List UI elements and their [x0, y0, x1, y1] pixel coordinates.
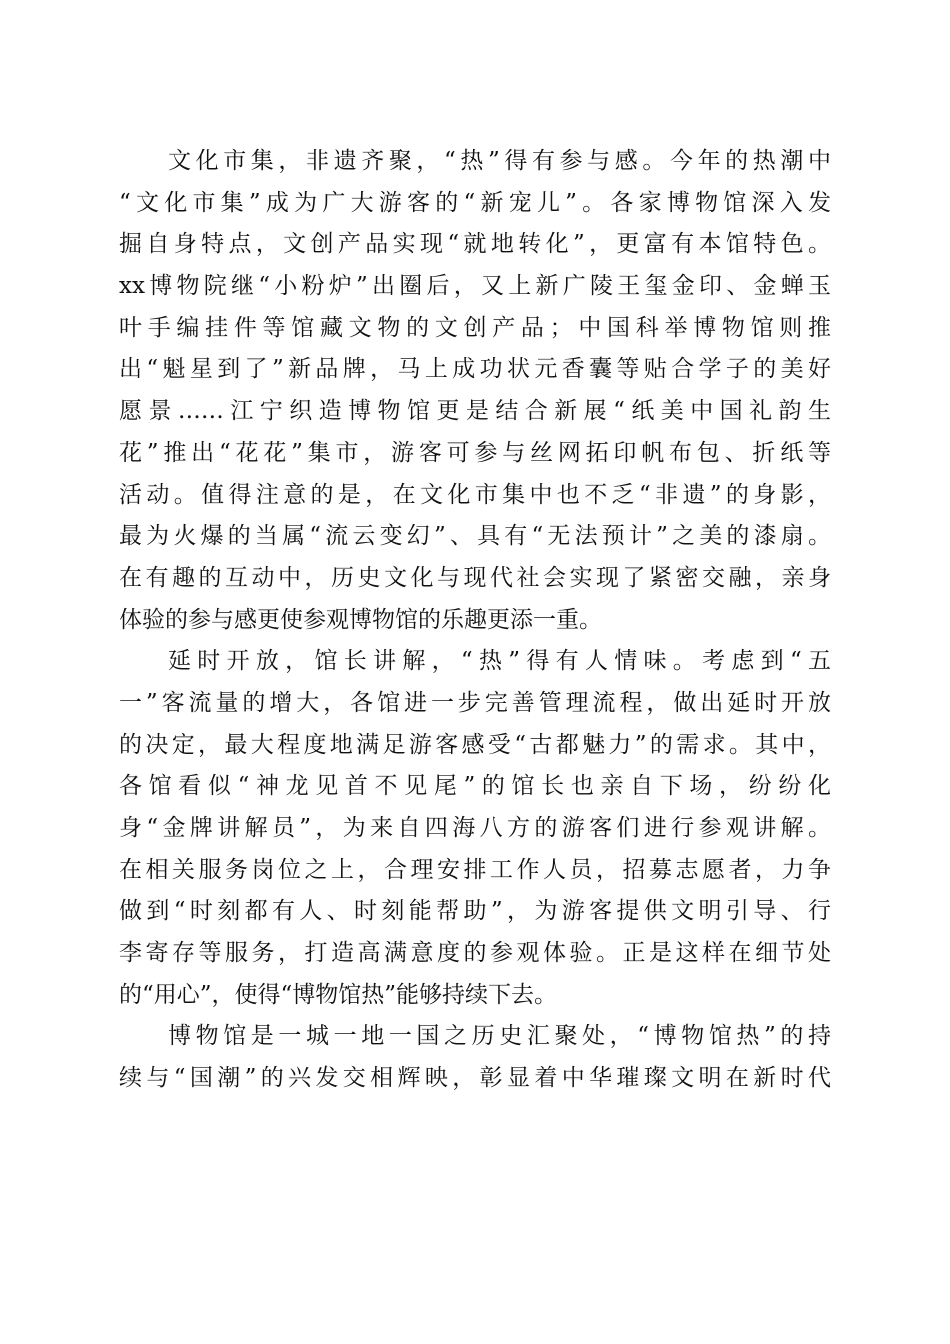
text-line: 的决定，最大程度地满足游客感受“古都魅力”的需求。其中， — [119, 731, 831, 758]
text-line: 做到“时刻都有人、时刻能帮助”，为游客提供文明引导、行 — [119, 898, 831, 925]
text-line: xx博物院继“小粉炉”出圈后，又上新广陵王玺金印、金蝉玉 — [119, 273, 831, 300]
text-line: 活动。值得注意的是，在文化市集中也不乏“非遗”的身影， — [119, 481, 831, 508]
text-line: 掘自身特点，文创产品实现“就地转化”，更富有本馆特色。 — [119, 231, 831, 258]
text-line: “文化市集”成为广大游客的“新宠儿”。各家博物馆深入发 — [119, 189, 831, 216]
text-line: 一”客流量的增大，各馆进一步完善管理流程，做出延时开放 — [119, 689, 831, 716]
text-line: 在有趣的互动中，历史文化与现代社会实现了紧密交融，亲身 — [119, 564, 831, 591]
text-line: 出“魁星到了”新品牌，马上成功状元香囊等贴合学子的美好 — [119, 356, 831, 383]
text-line: 李寄存等服务，打造高满意度的参观体验。正是这样在细节处 — [119, 940, 831, 967]
text-line: 续与“国潮”的兴发交相辉映，彰显着中华璀璨文明在新时代 — [119, 1065, 831, 1092]
text-line: 延时开放，馆长讲解，“热”得有人情味。考虑到“五 — [168, 648, 831, 675]
paragraph-cultural-market — [119, 141, 831, 641]
text-line: 文化市集，非遗齐聚，“热”得有参与感。今年的热潮中 — [168, 148, 831, 174]
paragraph-extended-hours — [119, 641, 831, 1016]
paragraph-museum-history — [119, 1016, 831, 1099]
document-body — [119, 141, 831, 1100]
text-line: 最为火爆的当属“流云变幻”、具有“无法预计”之美的漆扇。 — [119, 523, 831, 550]
text-line: 的“用心”，使得“博物馆热”能够持续下去。 — [119, 981, 558, 1008]
text-line: 博物馆是一城一地一国之历史汇聚处，“博物馆热”的持 — [168, 1023, 831, 1050]
text-line: 各馆看似“神龙见首不见尾”的馆长也亲自下场，纷纷化 — [119, 773, 831, 800]
text-line: 叶手编挂件等馆藏文物的文创产品；中国科举博物馆则推 — [119, 314, 831, 341]
text-line: 身“金牌讲解员”，为来自四海八方的游客们进行参观讲解。 — [119, 815, 831, 841]
text-line: 在相关服务岗位之上，合理安排工作人员，招募志愿者，力争 — [119, 856, 831, 883]
text-line: 愿景……江宁织造博物馆更是结合新展“纸美中国礼韵生 — [119, 398, 831, 425]
text-line: 花”推出“花花”集市，游客可参与丝网拓印帆布包、折纸等 — [119, 439, 831, 466]
text-line: 体验的参与感更使参观博物馆的乐趣更添一重。 — [119, 606, 602, 633]
